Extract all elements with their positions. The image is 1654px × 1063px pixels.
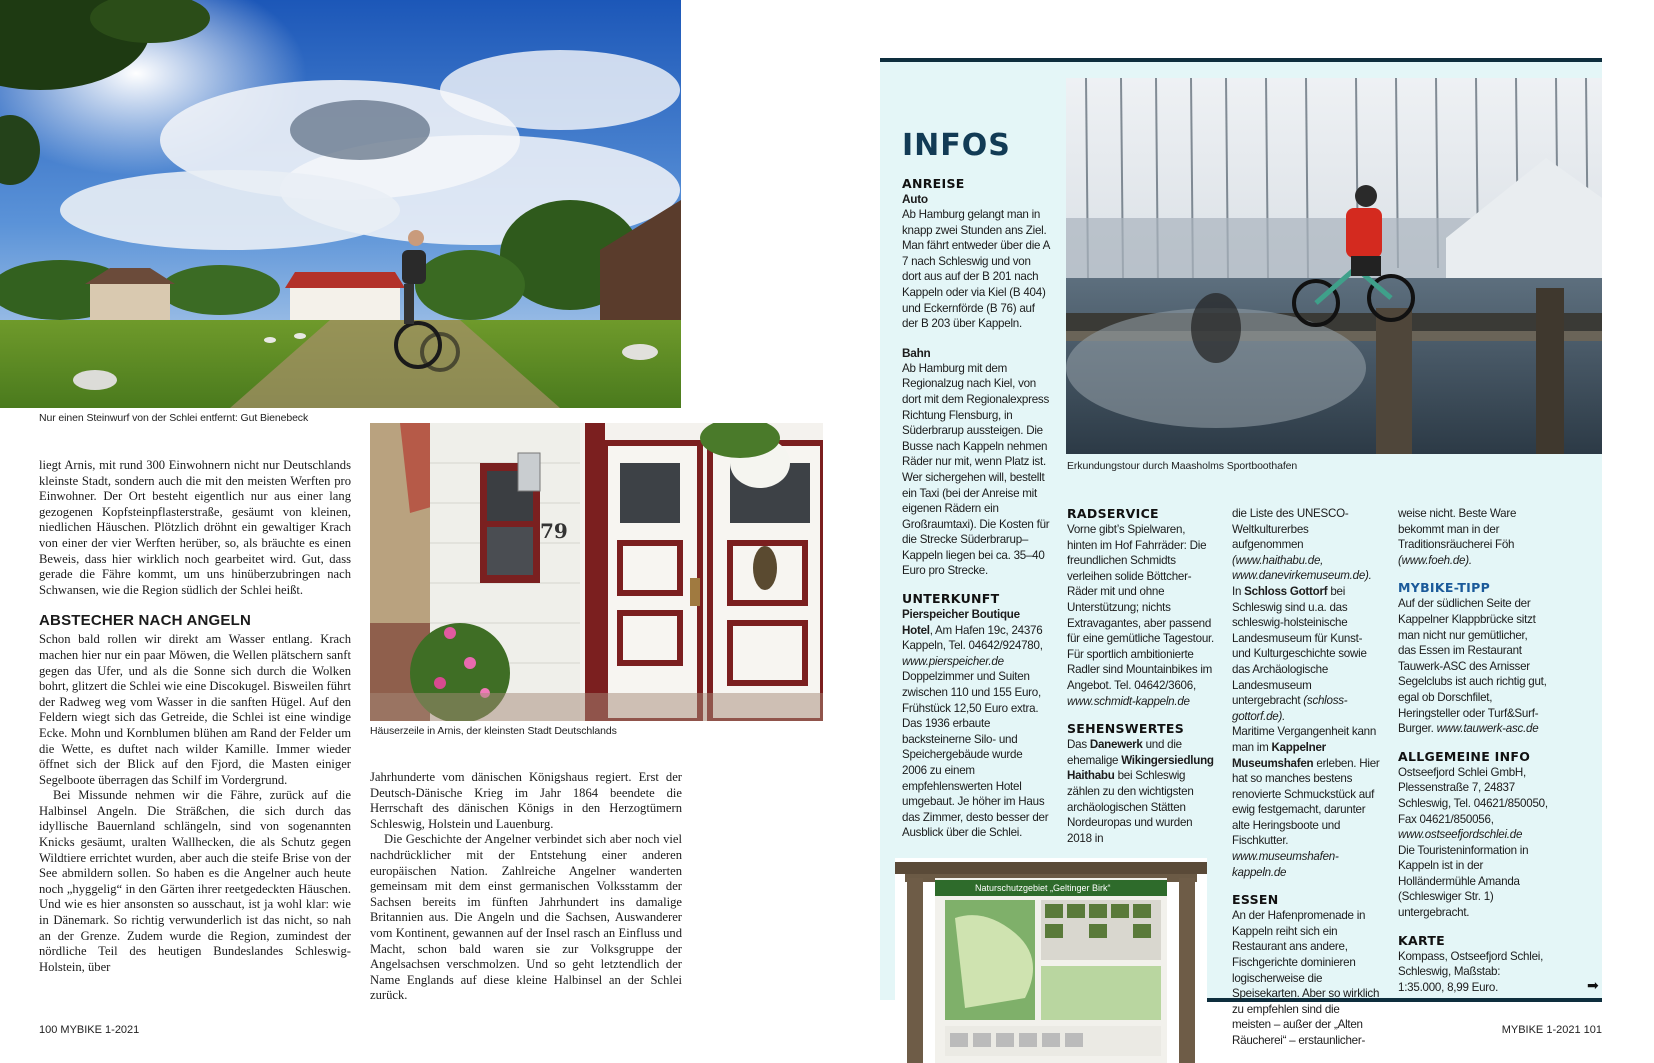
text-unterkunft: Pierspeicher Boutique Hotel, Am Hafen 19c, 24376 Kappeln, Tel. 04642/924780, www.pierspeicher.de — [902, 608, 1043, 668]
photo-door-caption: Häuserzeile in Arnis, der kleinsten Stadt Deutschlands — [370, 725, 617, 737]
article-paragraph: Jahrhunderte vom dänischen Königshaus regiert. Erst der Deutsch-Dänische Krieg im Jahr 1864 beendete die Herrschaft des dänischen Königs in den Herzogtümern Schleswig, Holstein und Lauenburg. — [370, 770, 682, 831]
photo-maasholm-harbor — [1066, 78, 1602, 454]
article-paragraph: liegt Arnis, mit rund 300 Einwohnern nicht nur Deutschlands kleinste Stadt, sondern auch die mit den meisten Werften pro Einwohner. Der Ort besteht eigentlich nur aus einer lang gezogenen Kopfsteinpflasterstraße, gesäumt von kleinen, niedlichen Häuschen. Plötzlich dröhnt ein gewaltiger Krach von einer der vier Werften herüber, so, als bräuchte es einen Beweis, dass hier wirklich noch gearbeitet wird. Gut, dass gerade die Fähre kommt, um uns hinüberzubringen nach Schwansen, wie die Region südlich der Schlei heißt. — [39, 458, 351, 597]
sign-title: Naturschutzgebiet „Geltinger Birk“ — [975, 883, 1111, 893]
infos-column-a — [902, 176, 1050, 841]
hotel-name: Pierspeicher Boutique Hotel — [902, 608, 1020, 637]
heading-karte: KARTE — [1398, 932, 1445, 948]
photo-harbor-caption: Erkundungstour durch Maasholms Sportboothafen — [1067, 460, 1298, 472]
photo-naturschutzgebiet-sign — [895, 858, 1207, 1063]
article-paragraph: Die Geschichte der Angelner verbindet sich aber noch viel nachdrücklicher mit der Entstehung einer anderen europäischen Nation. Zahlreiche Angelner wanderten gemeinsam mit dem einst germanischen Volksstamm der Sachsen bereits im fünften Jahrhundert ins damalige Britannien aus. Die Angeln und die Sachsen, Auswanderer vom Kontinent, gewannen auf der Insel rasch an Einfluss und Macht, schon bald waren sie zur Volksgruppe der Angelsachsen verschmolzen. Und so geht letztendlich der Name Englands auf diese kleine Halbinsel an der Schlei zurück. — [370, 832, 682, 1003]
photo-gut-bienebeck — [0, 0, 681, 408]
article-column-1 — [39, 458, 351, 975]
unesco-urls[interactable]: (www.haithabu.de, www.danevirkemuseum.de). — [1232, 553, 1372, 583]
subheading-bahn: Bahn — [902, 345, 931, 360]
hotel-url[interactable]: www.pierspeicher.de — [902, 654, 1004, 668]
door-number: 79 — [540, 519, 568, 543]
article-paragraph: Bei Missunde nehmen wir die Fähre, zurück auf die Halbinsel Angeln. Die Sträßchen, die sich durch das idyllische Bauernland schlängeln, sind von sogenannten Knicks gesäumt, uralten Wallhecken, die als Schutz gegen Wildtiere errichtet wurden, aber auch die steife Brise von der See abmildern sollen. So haben es die Angelner auch heute noch „hyggelig“ in den Gärten ihrer reetgedeckten Häuschen. Und wie es hier ansonsten so ausschaut, ist ja wohl klar: wie in Dänemark. So richtig verwunderlich ist das nicht, so nah an der Grenze. Zudem wurde die Region, zumindest der nördliche Teil des heutigen Bundeslandes Schleswig-Holstein, über — [39, 788, 351, 974]
tauwerk-url[interactable]: www.tauwerk-asc.de — [1436, 722, 1539, 736]
text-radservice: Vorne gibt’s Spielwaren, hinten im Hof Fahrräder: Die freundlichen Schmidts verleihen solide Böttcher-Räder mit und ohne Unterstützung; nichts Extravagantes, aber passend für eine gemütliche Tagestour. Für sportlich ambitionierte Radler sind Mountainbikes im Angebot. Tel. 04642/3606, www.schmidt-kappeln.de — [1067, 523, 1214, 708]
radservice-url[interactable]: www.schmidt-kappeln.de — [1067, 694, 1190, 708]
heading-mybike-tipp: MYBIKE-TIPP — [1398, 580, 1491, 596]
text-unterkunft-details: Doppelzimmer und Suiten zwischen 110 und 155 Euro, Frühstück 12,50 Euro extra. Das 1936 erbaute backsteinerne Silo- und Speichergebäude wurde 2006 zu einem empfehlenswerten Hotel umgebaut. Je höher im Haus das Zimmer, desto besser der Ausblick über die Schlei. — [902, 670, 1049, 840]
text-bahn: Ab Hamburg mit dem Regionalzug nach Kiel, von dort mit dem Regionalexpress Richtung Flensburg, in Süderbrarup aussteigen. Die Busse nach Kappeln nehmen Räder nur mit, wenn Platz ist. Wer sichergehen will, bestellt ein Taxi (bei der Anreise mit eigenen Rädern ein Großraumtaxi). Die Kosten für die Strecke Süderbrarup–Kappeln liegen bei ca. 35–40 Euro pro Strecke. — [902, 361, 1050, 578]
heading-unterkunft: UNTERKUNFT — [902, 591, 1000, 607]
heading-anreise: ANREISE — [902, 176, 965, 191]
section-heading-angeln: ABSTECHER NACH ANGELN — [39, 612, 251, 630]
infos-column-c: die Liste des UNESCO-Weltkulturerbes aufgenommen (www.haithabu.de, www.danevirkemuseum.de). In Schloss Gottorf bei Schleswig sind u.a. das schleswig-holsteinische Landesmuseum für Kunst- und Kulturgeschichte sowie das Archäologische Landesmuseum untergebracht (schloss-gottorf.de). Maritime Vergangenheit kann man im Kappelner Museumshafen erleben. Hier hat so manches bestens renovierte Schmuckstück auf ewig festgemacht, darunter alte Heringsboote und Fischkutter. www.museumshafen-kappeln.de ESSEN An der Hafenpromenade in Kappeln reiht sich ein Restaurant ans andere, Fischgerichte dominieren logischerweise die Speisekarten. Aber so wirklich zu empfehlen sind die meisten – außer der „Alten Räucherei“ – erstaunlicher- — [1232, 507, 1380, 1047]
photo-haeuserzeile-arnis — [370, 423, 823, 721]
ostseefjord-url[interactable]: www.ostseefjordschlei.de — [1398, 828, 1523, 842]
page-folio-right: MYBIKE 1-2021 101 — [1501, 1024, 1602, 1036]
heading-sehenswertes: SEHENSWERTES — [1067, 721, 1185, 737]
text-essen: An der Hafenpromenade in Kappeln reiht sich ein Restaurant ans andere, Fischgerichte dominieren logischerweise die Speisekarten. Aber so wirklich zu empfehlen sind die meisten – außer der „Alten Räucherei“ – erstaunlicher- — [1232, 909, 1380, 1047]
museumshafen-url[interactable]: www.museumshafen-kappeln.de — [1232, 850, 1339, 879]
foeh-url[interactable]: (www.foeh.de). — [1398, 553, 1472, 567]
subheading-auto: Auto — [902, 192, 928, 206]
gottorf-url[interactable]: (schloss-gottorf.de). — [1232, 694, 1348, 723]
photo-top-caption: Nur einen Steinwurf von der Schlei entfernt: Gut Bienebeck — [39, 412, 309, 424]
continue-arrow-icon: ➡ — [1587, 978, 1599, 994]
heading-essen: ESSEN — [1232, 892, 1279, 908]
text-sehenswertes: Das Danewerk und die ehemalige Wikingersiedlung Haithabu bei Schleswig zählen zu den wichtigsten archäologischen Stätten Nordeuropas und wurden 2018 in — [1067, 738, 1214, 845]
text-auto: Ab Hamburg gelangt man in knapp zwei Stunden ans Ziel. Man fährt entweder über die A 7 nach Schleswig und von dort aus auf der B 201 nach Kappeln oder via Kiel (B 404) und Eckernförde (B 76) auf der B 203 über Kappeln. — [902, 208, 1050, 331]
heading-radservice: RADSERVICE — [1067, 506, 1159, 521]
article-column-2 — [370, 770, 682, 1004]
infos-title: INFOS — [902, 128, 1011, 163]
infos-column-b — [1067, 506, 1215, 846]
page-folio-left: 100 MYBIKE 1-2021 — [39, 1024, 140, 1036]
article-paragraph: Schon bald rollen wir direkt am Wasser entlang. Krach machen hier nur ein paar Möwen, die Wellen plätschern sanft gegen das Ufer, und als die Sonne sich durch die Wolken bohrt, glitzert die Schlei wie eine Discokugel. Bisweilen führt der Radweg weg vom Wasser in die sanften Hügel. Auf den Feldern wiegt sich das Getreide, die Schlei ist eine windige Ecke. Mohn und Kornblumen blühen am Rand der Felder um die Wette, es duftet nach wilder Kamille. Immer wieder öffnet sich der Blick auf den Fjord, die Masten einiger Segelboote überragen das Schilf im Vordergrund. — [39, 632, 351, 787]
heading-allgemeine-info: ALLGEMEINE INFO — [1398, 748, 1531, 764]
infos-column-d: weise nicht. Beste Ware bekommt man in der Traditionsräucherei Föh (www.foeh.de). MYBIKE-TIPP Auf der südlichen Seite der Kappelner Klappbrücke sitzt man nicht nur gemütlicher, das Essen im Restaurant Tauwerk-ASC des Arnisser Segelclubs ist auch richtig gut, egal ob Dorschfilet, Heringsteller oder Turf&Surf-Burger. www.tauwerk-asc.de ALLGEMEINE INFO Ostseefjord Schlei GmbH, Plessenstraße 7, 24837 Schleswig, Tel. 04621/850050, Fax 04621/850056, www.ostseefjordschlei.de Die Touristeninformation in Kappeln ist in der Holländermühle Amanda (Schleswiger Str. 1) untergebracht. KARTE Kompass, Ostseefjord Schlei, Schleswig, Maßstab: 1:35.000, 8,99 Euro. — [1398, 507, 1548, 994]
